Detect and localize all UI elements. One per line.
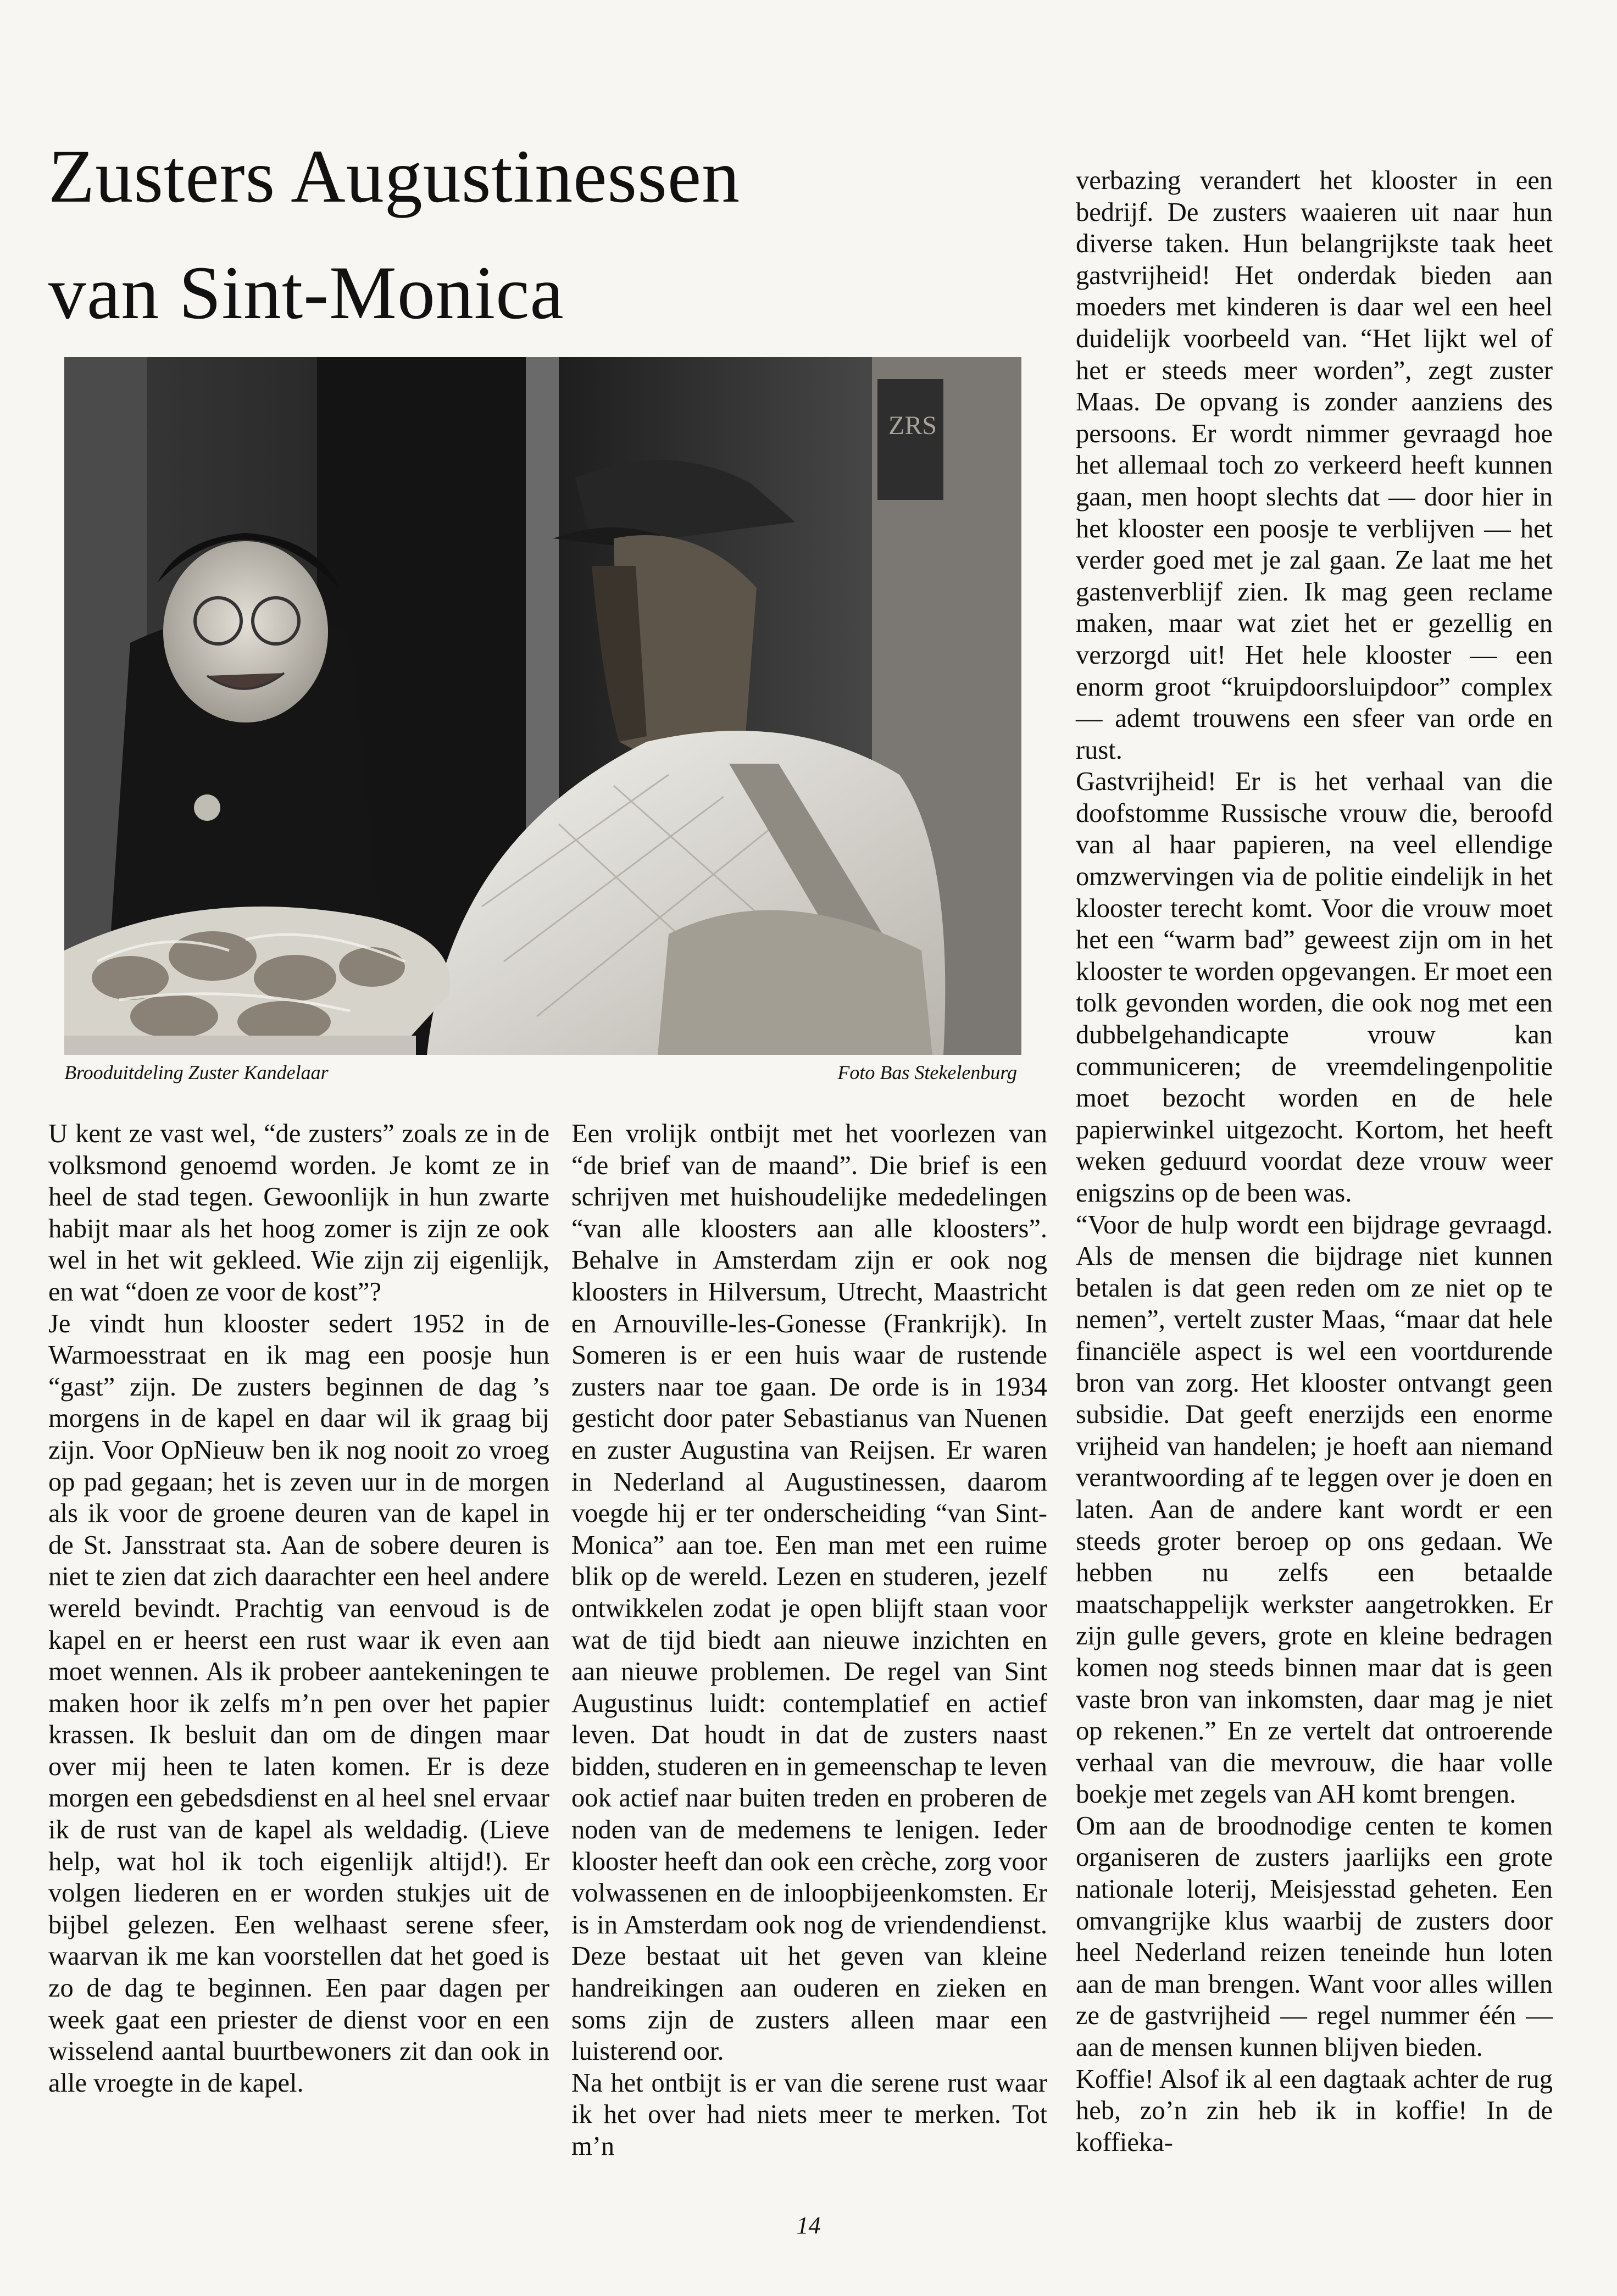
paragraph: “Voor de hulp wordt een bijdrage gevraagd. Als de mensen die bijdrage niet kunnen betalen is dat geen reden om ze niet op te nemen”, vertelt zuster Maas, “maar dat hele financiële aspect is wel een voortdurende bron van zorg. Het klooster ontvangt geen subsidie. Dat geeft enerzijds een enorme vrijheid van handelen; je hoeft aan niemand verantwoording af te leggen over je doen en laten. Aan de andere kant wordt er een steeds groter beroep op ons gedaan. We hebben nu zelfs een betaalde maatschappelijk werkster aangetrokken. Er zijn gulle gevers, grote en kleine bedragen komen nog steeds binnen maar dat is geen vaste bron van inkomsten, daar mag je niet op rekenen.” En ze vertelt dat ontroerende verhaal van die mevrouw, die haar volle boekje met zegels van AH komt brengen. [1076, 1210, 1553, 1809]
paragraph: Gastvrijheid! Er is het verhaal van die doofstomme Russische vrouw die, beroofd van al haar papieren, na veel ellendige omzwervingen via de politie eindelijk in het klooster terecht komt. Voor die vrouw moet het een “warm bad” geweest zijn om in het klooster te worden opgevangen. Er moet een tolk gevonden worden, die ook nog met een dubbelgehandicapte vrouw kan communiceren; de vreemdelingenpolitie moet bezocht worden en de hele papierwinkel uitgezocht. Kortom, het heeft weken geduurd voordat deze vrouw weer enigszins op de been was. [1076, 767, 1553, 1208]
photo-caption: Brooduitdeling Zuster Kandelaar [64, 1061, 329, 1083]
photo-illustration [64, 357, 1021, 1055]
article-column-1 [48, 1118, 549, 2099]
title-line-2: van Sint-Monica [48, 251, 564, 335]
article-column-3 [1076, 165, 1553, 2158]
paragraph: U kent ze vast wel, “de zusters” zoals ze in de volksmond genoemd worden. Je komt ze in heel de stad tegen. Gewoonlijk in hun zwarte habijt maar als het hoog zomer is zijn ze ook wel in het wit gekleed. Wie zijn zij eigenlijk, en wat “doen ze voor de kost”? [48, 1119, 549, 1307]
paragraph: Na het ontbijt is er van die serene rust waar ik het over had niets meer te merken. Tot m’n [571, 2068, 1047, 2161]
photo-credit: Foto Bas Stekelenburg [837, 1061, 1017, 1083]
page-number: 14 [796, 2212, 821, 2239]
article-photo [64, 357, 1021, 1055]
paragraph: verbazing verandert het klooster in een bedrijf. De zusters waaieren uit naar hun diverse taken. Hun belangrijkste taak heet gastvrijheid! Het onderdak bieden aan moeders met kinderen is daar wel een heel duidelijk voorbeeld van. “Het lijkt wel of het er steeds meer worden”, zegt zuster Maas. De opvang is zonder aanziens des persoons. Er wordt nimmer gevraagd hoe het allemaal toch zo verkeerd heeft kunnen gaan, men hoopt slechts dat — door hier in het klooster een poosje te verblijven — het verder goed met je zal gaan. Ze laat me het gastenverblijf zien. Ik mag geen reclame maken, maar wat ziet het er gezellig en verzorgd uit! Het hele klooster — een enorm groot “kruipdoorsluipdoor” complex — ademt trouwens een sfeer van orde en rust. [1076, 166, 1553, 765]
paragraph: Je vindt hun klooster sedert 1952 in de Warmoesstraat en ik mag een poosje hun “gast” zijn. De zusters beginnen de dag ’s morgens in de kapel en daar wil ik graag bij zijn. Voor OpNieuw ben ik nog nooit zo vroeg op pad gegaan; het is zeven uur in de morgen als ik voor de groene deuren van de kapel in de St. Jansstraat sta. Aan de sobere deuren is niet te zien dat zich daarachter een heel andere wereld bevindt. Prachtig van eenvoud is de kapel en er heerst een rust waar ik even aan moet wennen. Als ik probeer aantekeningen te maken hoor ik zelfs m’n pen over het papier krassen. Ik besluit dan om de dingen maar over mij heen te laten komen. Er is deze morgen een gebedsdienst en al heel snel ervaar ik de rust van de kapel als weldadig. (Lieve help, wat hol ik toch eigenlijk altijd!). Er volgen liederen en er worden stukjes uit de bijbel gelezen. Een welhaast serene sfeer, waarvan ik me kan voorstellen dat het goed is zo de dag te beginnen. Een paar dagen per week gaat een priester de dienst voor en een wisselend aantal buurtbewoners zit dan ook in alle vroegte in de kapel. [48, 1309, 549, 2098]
paragraph: Om aan de broodnodige centen te komen organiseren de zusters jaarlijks een grote nationale loterij, Meisjesstad geheten. Een omvangrijke klus waarbij de zusters door heel Nederland reizen teneinde hun loten aan de man brengen. Want voor alles willen ze de gastvrijheid — regel nummer één — aan de mensen kunnen blijven bieden. [1076, 1811, 1553, 2062]
paragraph: Koffie! Alsof ik al een dagtaak achter de rug heb, zo’n zin heb ik in koffie! In de koffieka- [1076, 2064, 1553, 2157]
paragraph: Een vrolijk ontbijt met het voorlezen van “de brief van de maand”. Die brief is een schrijven met huishoudelijke mededelingen “van alle kloosters aan alle kloosters”. Behalve in Amsterdam zijn er ook nog kloosters in Hilversum, Utrecht, Maastricht en Arnouville-les-Gonesse (Frankrijk). In Someren is er een huis waar de rustende zusters naar toe gaan. De orde is in 1934 gesticht door pater Sebastianus van Nuenen en zuster Augustina van Reijsen. Er waren in Nederland al Augustinessen, daarom voegde hij er ter onderscheiding “van Sint-Monica” aan toe. Een man met een ruime blik op de wereld. Lezen en studeren, jezelf ontwikkelen zodat je open blijft staan voor wat de tijd biedt aan nieuwe inzichten en aan nieuwe problemen. De regel van Sint Augustinus luidt: contemplatief en actief leven. Dat houdt in dat de zusters naast bidden, studeren en in gemeenschap te leven ook actief naar buiten treden en proberen de noden van de medemens te lenigen. Ieder klooster heeft dan ook een crèche, zorg voor volwassenen en de inloopbijeenkomsten. Er is in Amsterdam ook nog de vriendendienst. Deze bestaat uit het geven van kleine handreikingen aan ouderen en zieken en soms zijn de zusters alleen maar een luisterend oor. [571, 1119, 1047, 2066]
photo-sign-text: ZRS [888, 411, 937, 440]
article-title [48, 118, 1054, 351]
article-column-2 [571, 1118, 1047, 2162]
title-line-1: Zusters Augustinessen [48, 134, 741, 218]
